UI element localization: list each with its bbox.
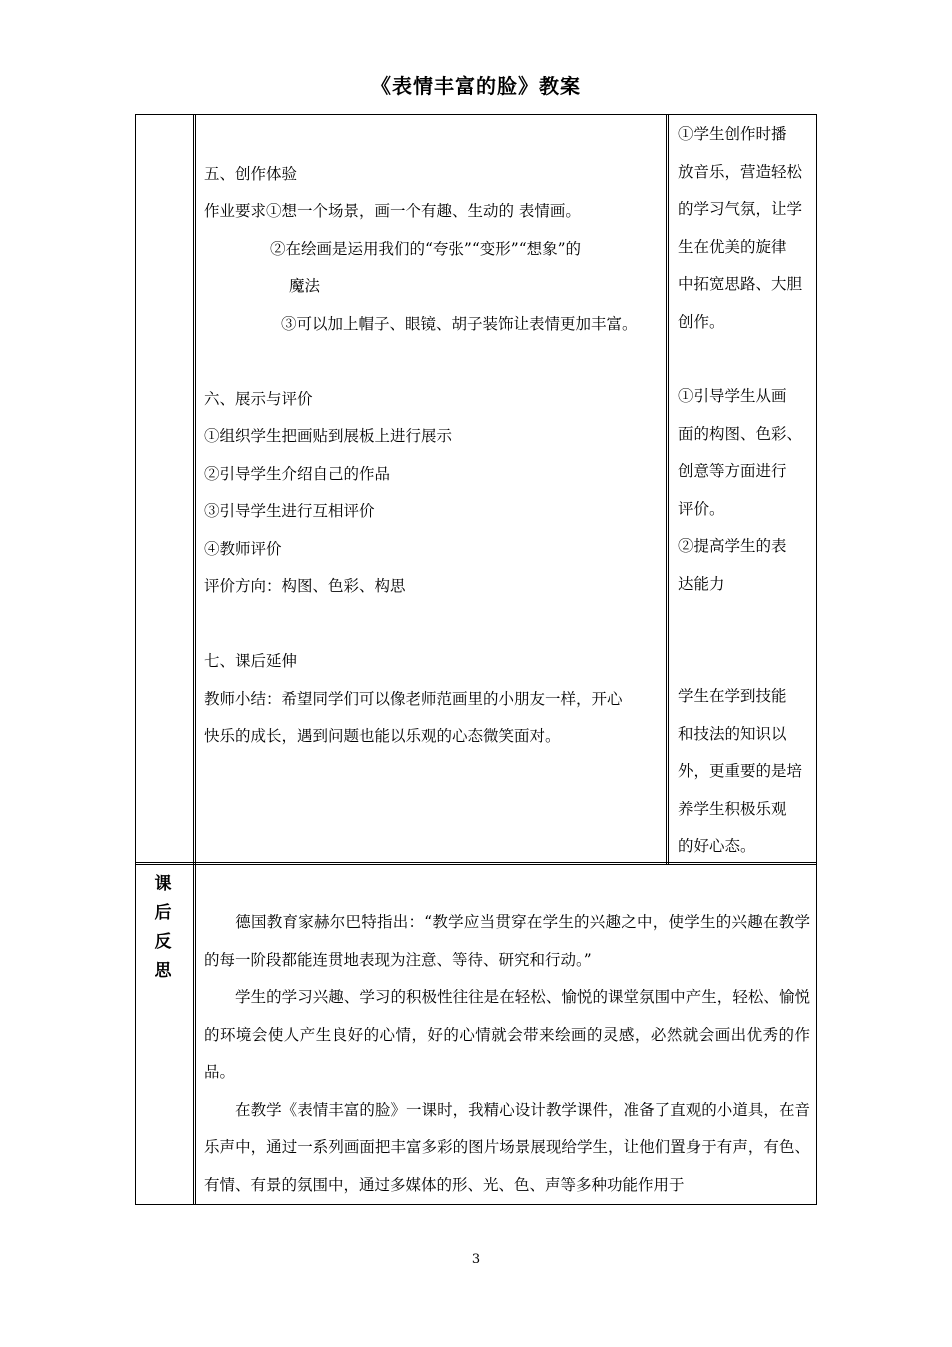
reflection-paragraph-3: 在教学《表情丰富的脸》一课时，我精心设计教学课件，准备了直观的小道具，在音乐声中，通过一系列画面把丰富多彩的图片场景展现给学生，让他们置身于有声，有色、有情、有景的氛围中，通过多媒体的形、光、色、声等多种功能作用于 xyxy=(204,1100,810,1194)
reflection-label-char: 后 xyxy=(154,903,172,923)
reflection-label-char: 思 xyxy=(154,961,172,981)
reflection-text xyxy=(204,904,810,1204)
notes-block-3 xyxy=(678,678,802,866)
section-5-requirement-3: ③可以加上帽子、眼镜、胡子装饰让表情更加丰富。 xyxy=(281,315,638,333)
section-7-heading: 七、课后延伸 xyxy=(204,652,298,670)
section-6-item-1: ①组织学生把画贴到展板上进行展示 xyxy=(204,427,453,445)
notes-line: 学生在学到技能 xyxy=(678,687,787,705)
section-5-requirement-2-cont: 魔法 xyxy=(289,277,321,295)
notes-line: 放音乐，营造轻松 xyxy=(678,162,803,181)
table-right-border xyxy=(816,114,817,1205)
notes-line: 创作。 xyxy=(678,312,725,331)
table-left-border xyxy=(135,114,136,1205)
section-6-heading: 六、展示与评价 xyxy=(204,390,313,408)
section-6-direction: 评价方向：构图、色彩、构思 xyxy=(204,577,406,595)
notes-block-2 xyxy=(678,378,802,603)
section-7-line-2: 快乐的成长，遇到问题也能以乐观的心态微笑面对。 xyxy=(204,727,561,745)
reflection-label-char: 课 xyxy=(154,874,172,894)
notes-line: ①引导学生从画 xyxy=(678,387,787,405)
notes-block-1 xyxy=(678,116,802,341)
notes-line: 外，更重要的是培 xyxy=(678,762,803,780)
notes-line: 和技法的知识以 xyxy=(678,724,787,743)
notes-line: 达能力 xyxy=(678,574,725,593)
section-5-requirement-2: ②在绘画是运用我们的“夸张”“变形”“想象”的 xyxy=(270,240,582,258)
table-column-divider xyxy=(193,114,196,1205)
notes-line: 中拓宽思路、大胆 xyxy=(678,275,803,293)
reflection-paragraph-1: 德国教育家赫尔巴特指出：“教学应当贯穿在学生的兴趣之中，使学生的兴趣在教学的每一阶段都能连贯地表现为注意、等待、研究和行动。” xyxy=(204,913,810,969)
document-title: 《表情丰富的脸》教案 xyxy=(371,74,581,98)
notes-line: 的学习气氛，让学 xyxy=(678,200,803,218)
notes-line: 评价。 xyxy=(678,499,725,518)
notes-line: ①学生创作时播 xyxy=(678,125,787,143)
notes-line: 生在优美的旋律 xyxy=(678,237,787,256)
table-notes-divider xyxy=(666,114,669,864)
table-bottom-border xyxy=(135,1204,817,1205)
section-6-item-3: ③引导学生进行互相评价 xyxy=(204,502,375,520)
section-6-item-4: ④教师评价 xyxy=(204,540,282,558)
notes-line: 面的构图、色彩、 xyxy=(678,424,803,443)
reflection-paragraph-2: 学生的学习兴趣、学习的积极性往往是在轻松、愉悦的课堂氛围中产生，轻松、愉悦的环境会使人产生良好的心情，好的心情就会带来绘画的灵感，必然就会画出优秀的作品。 xyxy=(204,988,810,1081)
reflection-label xyxy=(150,870,176,986)
section-5-heading: 五、创作体验 xyxy=(204,165,298,183)
notes-line: 的好心态。 xyxy=(678,837,756,855)
table-top-border xyxy=(135,114,817,115)
notes-line: 创意等方面进行 xyxy=(678,462,787,480)
notes-line: ②提高学生的表 xyxy=(678,537,787,555)
reflection-label-char: 反 xyxy=(154,932,172,952)
section-6-item-2: ②引导学生介绍自己的作品 xyxy=(204,465,391,483)
notes-line: 养学生积极乐观 xyxy=(678,799,787,818)
section-7-line-1: 教师小结：希望同学们可以像老师范画里的小朋友一样，开心 xyxy=(204,690,623,708)
section-5-requirement-1: 作业要求①想一个场景，画一个有趣、生动的 表情画。 xyxy=(204,202,581,220)
page-number: 3 xyxy=(471,1252,481,1267)
